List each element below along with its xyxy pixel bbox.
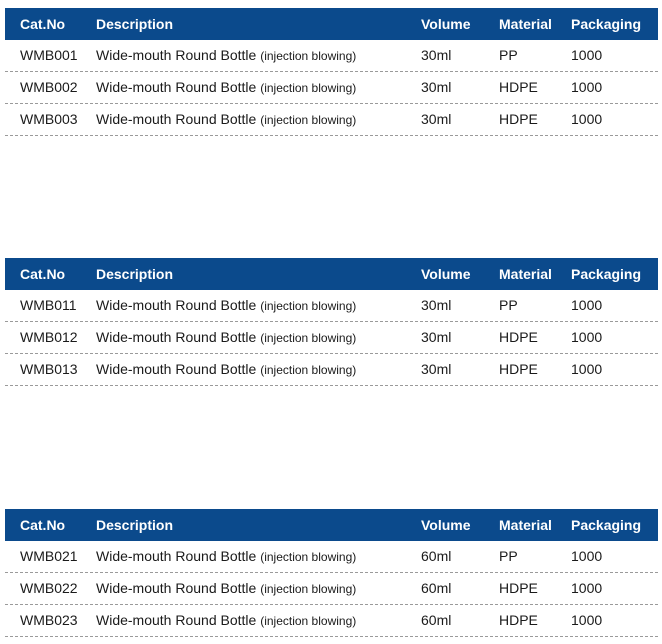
product-table-3 [5,509,658,637]
cell-packaging: 1000 [571,361,603,377]
cell-packaging: 1000 [571,111,603,127]
table-row [5,605,658,637]
cell-description [96,573,356,605]
desc-sub: (injection blowing) [260,331,357,345]
cell-packaging: 1000 [571,548,603,564]
header-packaging: Packaging [571,16,642,32]
cell-packaging: 1000 [571,580,603,596]
header-material: Material [499,266,552,282]
header-packaging: Packaging [571,517,642,533]
table-row [5,40,658,72]
header-volume: Volume [421,266,471,282]
cell-description [96,605,356,637]
cell-cat-no: WMB012 [20,329,78,345]
table-row [5,104,658,136]
desc-main: Wide-mouth Round Bottle [96,329,257,345]
cell-cat-no: WMB001 [20,47,78,63]
cell-volume: 30ml [421,111,452,127]
cell-cat-no: WMB011 [20,297,77,313]
desc-main: Wide-mouth Round Bottle [96,79,257,95]
desc-main: Wide-mouth Round Bottle [96,580,257,596]
cell-packaging: 1000 [571,47,603,63]
header-packaging: Packaging [571,266,642,282]
header-description: Description [96,517,174,533]
table-row [5,290,658,322]
cell-description [96,40,356,72]
table-row [5,573,658,605]
cell-packaging: 1000 [571,79,603,95]
desc-main: Wide-mouth Round Bottle [96,111,257,127]
cell-volume: 30ml [421,47,452,63]
header-description: Description [96,16,174,32]
header-description: Description [96,266,174,282]
desc-main: Wide-mouth Round Bottle [96,361,257,377]
desc-main: Wide-mouth Round Bottle [96,47,257,63]
desc-sub: (injection blowing) [260,81,357,95]
table-row [5,322,658,354]
cell-cat-no: WMB022 [20,580,78,596]
cell-material: PP [499,548,518,564]
cell-description [96,322,356,354]
header-material: Material [499,517,552,533]
table-header [5,258,658,290]
table-row [5,72,658,104]
header-cat-no: Cat.No [20,16,66,32]
header-material: Material [499,16,552,32]
cell-cat-no: WMB002 [20,79,78,95]
desc-main: Wide-mouth Round Bottle [96,548,257,564]
table-header [5,509,658,541]
cell-volume: 30ml [421,329,452,345]
cell-material: HDPE [499,361,538,377]
cell-material: HDPE [499,612,538,628]
product-table-2 [5,258,658,386]
table-row [5,541,658,573]
cell-description [96,72,356,104]
cell-material: PP [499,47,518,63]
desc-main: Wide-mouth Round Bottle [96,297,257,313]
cell-description [96,104,356,136]
header-cat-no: Cat.No [20,266,66,282]
cell-volume: 30ml [421,79,452,95]
header-volume: Volume [421,517,471,533]
cell-cat-no: WMB021 [20,548,78,564]
cell-description [96,354,356,386]
cell-description [96,290,356,322]
desc-sub: (injection blowing) [260,299,357,313]
cell-material: HDPE [499,79,538,95]
desc-sub: (injection blowing) [260,363,357,377]
cell-volume: 60ml [421,548,452,564]
cell-material: PP [499,297,518,313]
cell-material: HDPE [499,329,538,345]
desc-sub: (injection blowing) [260,614,357,628]
product-table-1 [5,8,658,136]
desc-main: Wide-mouth Round Bottle [96,612,257,628]
cell-cat-no: WMB003 [20,111,78,127]
cell-volume: 30ml [421,297,452,313]
cell-cat-no: WMB013 [20,361,78,377]
cell-packaging: 1000 [571,297,603,313]
header-cat-no: Cat.No [20,517,66,533]
cell-material: HDPE [499,580,538,596]
cell-volume: 30ml [421,361,452,377]
table-header [5,8,658,40]
cell-packaging: 1000 [571,612,603,628]
cell-packaging: 1000 [571,329,603,345]
cell-material: HDPE [499,111,538,127]
cell-description [96,541,356,573]
desc-sub: (injection blowing) [260,49,357,63]
desc-sub: (injection blowing) [260,582,357,596]
table-row [5,354,658,386]
desc-sub: (injection blowing) [260,550,357,564]
cell-volume: 60ml [421,612,452,628]
header-volume: Volume [421,16,471,32]
desc-sub: (injection blowing) [260,113,357,127]
cell-volume: 60ml [421,580,452,596]
cell-cat-no: WMB023 [20,612,78,628]
